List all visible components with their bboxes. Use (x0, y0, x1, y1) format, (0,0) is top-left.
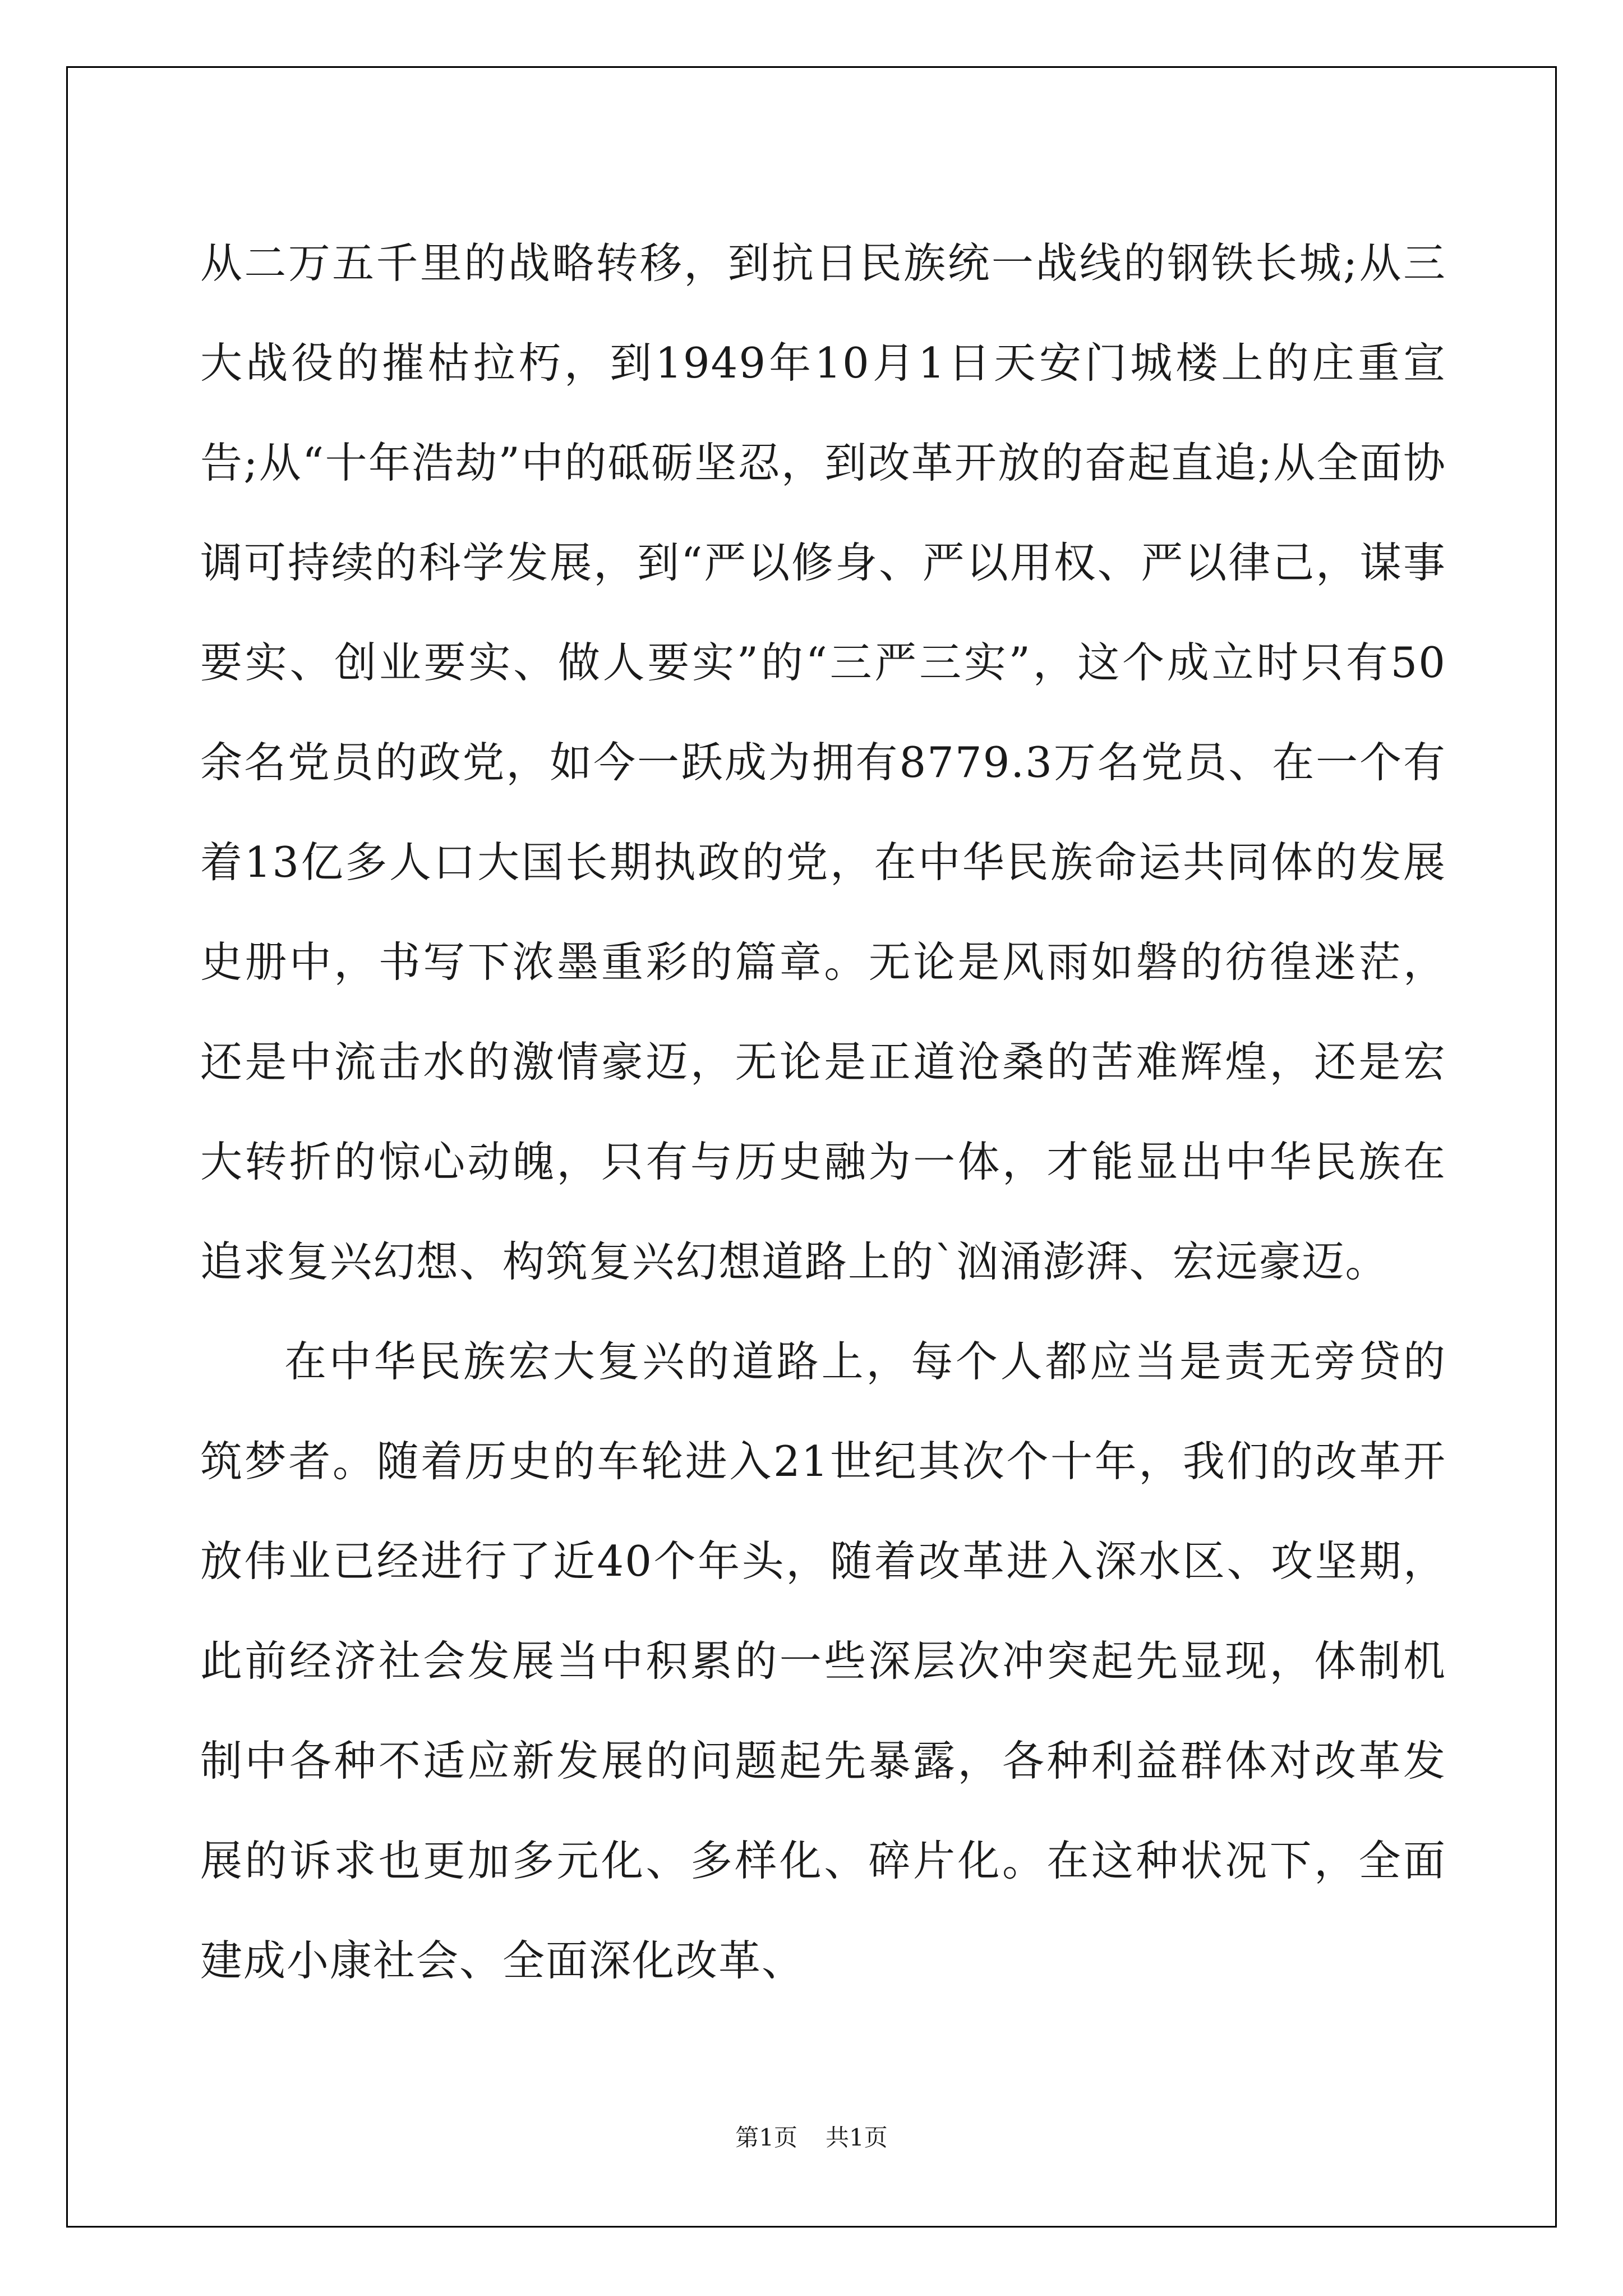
page-footer (0, 2119, 1623, 2153)
paragraph-1: 从二万五千里的战略转移，到抗日民族统一战线的钢铁长城;从三大战役的摧枯拉朽，到1949年10月1日天安门城楼上的庄重宣告;从“十年浩劫”中的砥砺坚忍，到改革开放的奋起直追;从全面协调可持续的科学发展，到“严以修身、严以用权、严以律己，谋事要实、创业要实、做人要实”的“三严三实”，这个成立时只有50余名党员的政党，如今一跃成为拥有8779.3万名党员、在一个有着13亿多人口大国长期执政的党，在中华民族命运共同体的发展史册中，书写下浓墨重彩的篇章。无论是风雨如磐的彷徨迷茫，还是中流击水的激情豪迈，无论是正道沧桑的苦难辉煌，还是宏大转折的惊心动魄，只有与历史融为一体，才能显出中华民族在追求复兴幻想、构筑复兴幻想道路上的`汹涌澎湃、宏远豪迈。 (200, 238, 1446, 1286)
document-body (200, 213, 1446, 2010)
paragraph-2: 在中华民族宏大复兴的道路上，每个人都应当是责无旁贷的筑梦者。随着历史的车轮进入21世纪其次个十年，我们的改革开放伟业已经进行了近40个年头，随着改革进入深水区、攻坚期，此前经济社会发展当中积累的一些深层次冲突起先显现，体制机制中各种不适应新发展的问题起先暴露，各种利益群体对改革发展的诉求也更加多元化、多样化、碎片化。在这种状况下，全面建成小康社会、全面深化改革、 (200, 1337, 1446, 1985)
page-number-total: 共1页 (826, 2124, 888, 2151)
page-number-current: 第1页 (735, 2124, 797, 2151)
